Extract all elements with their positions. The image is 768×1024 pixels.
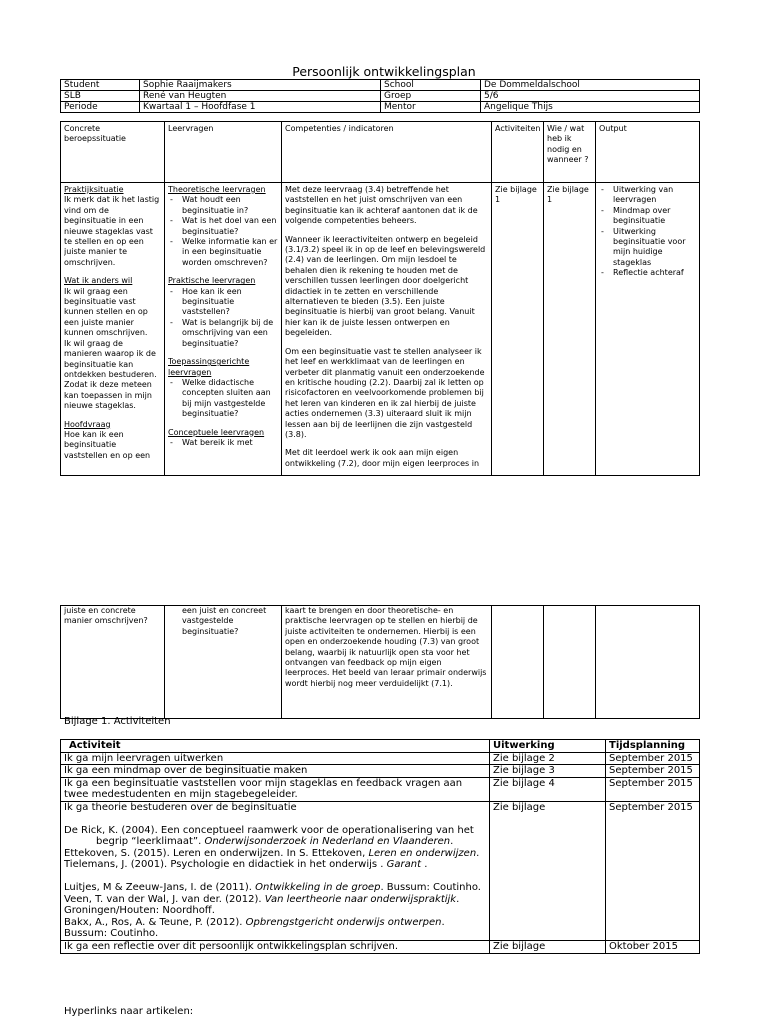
- info-value: Angelique Thijs: [481, 102, 700, 113]
- competenties-cell: [282, 183, 492, 476]
- conceptuele-heading: Conceptuele leervragen: [168, 427, 265, 437]
- tijdsplanning-cell: September 2015: [606, 765, 700, 778]
- competentie-paragraph: Met deze leervraag (3.4) betreffende het vaststellen en het juist omschrijven van een beginsituatie kan ik achteraf aantonen dat ik de volgende competenties beheers.: [285, 185, 478, 226]
- uitwerking-cell: Zie bijlage 4: [490, 777, 606, 801]
- header-activiteiten: Activiteiten: [492, 122, 544, 183]
- anders-heading: Wat ik anders wil: [64, 276, 133, 286]
- activiteiten-cell-cont: [492, 606, 544, 719]
- activities-table: [60, 739, 700, 954]
- list-item: - Mindmap over beginsituatie: [599, 206, 696, 227]
- header-competenties: Competenties / indicatoren: [282, 122, 492, 183]
- list-item: - Hoe kan ik een beginsituatie vaststellen?: [168, 287, 278, 318]
- table-row: [61, 801, 700, 940]
- table-row: [61, 777, 700, 801]
- list-item: - Welke informatie kan er in een beginsituatie worden omschreven?: [168, 237, 278, 268]
- leervragen-cell: [165, 183, 282, 476]
- hyperlinks-label: Hyperlinks naar artikelen:: [64, 1006, 194, 1017]
- conceptuele-cont: een juist en concreet vastgestelde beginsituatie?: [182, 606, 267, 636]
- list-item: - Wat bereik ik met: [168, 438, 278, 448]
- anders-text: Ik wil graag de manieren waarop ik de beginsituatie kan ontdekken bestuderen. Zodat ik deze meteen kan toepassen in mijn nieuwe stageklas.: [64, 338, 157, 411]
- info-label: SLB: [61, 91, 140, 102]
- leervragen-cell-cont: [165, 606, 282, 719]
- tijdsplanning-cell: Oktober 2015: [606, 940, 700, 953]
- praktijk-heading: Praktijksituatie: [64, 185, 124, 194]
- info-value: Sophie Raaijmakers: [140, 80, 381, 91]
- output-cell: [596, 183, 700, 476]
- bijlage-caption: Bijlage 1. Activiteiten: [64, 716, 171, 727]
- plan-continued-row: [61, 606, 700, 719]
- wie-wat-cell-cont: [544, 606, 596, 719]
- activity-cell: Ik ga een reflectie over dit persoonlijk ontwikkelingsplan schrijven.: [61, 940, 490, 953]
- competentie-paragraph: Om een beginsituatie vast te stellen analyseer ik het leef en werkklimaat van de leerlingen en verbeter dit planmatig vanuit een onderzoekende en kritische houding (2.2). Daarbij zal ik letten op risicofactoren en veelvoorkomende problemen bij het leren van kinderen en ik zal hierbij de juiste acties ondernemen (3.3) uiteraard sluit ik mijn lessen aan bij de leerlijnen die zijn vastgesteld (3.8).: [285, 346, 485, 439]
- info-row-student: [61, 80, 700, 91]
- uitwerking-cell: Zie bijlage: [490, 801, 606, 940]
- info-value: Kwartaal 1 – Hoofdfase 1: [140, 102, 381, 113]
- activities-header-row: [61, 740, 700, 753]
- reference-item: Ettekoven, S. (2015). Leren en onderwijzen. In S. Ettekoven, Leren en onderwijzen.: [64, 847, 480, 859]
- wie-wat-cell: Zie bijlage 1: [544, 183, 596, 476]
- header-concrete: Concrete beroepssituatie: [61, 122, 165, 183]
- competentie-paragraph: Met dit leerdoel werk ik ook aan mijn eigen ontwikkeling (7.2), door mijn eigen leerproces in: [285, 448, 480, 468]
- info-value: De Dommeldalschool: [481, 80, 700, 91]
- output-list: [599, 185, 696, 279]
- table-row: [61, 940, 700, 953]
- conceptuele-list: [168, 438, 278, 448]
- list-item: - Wat is belangrijk bij de omschrijving van een beginsituatie?: [168, 318, 278, 349]
- list-item: - Wat houdt een beginsituatie in?: [168, 195, 278, 216]
- uitwerking-cell: Zie bijlage: [490, 940, 606, 953]
- plan-body-row: [61, 183, 700, 476]
- activity-cell: Ik ga een mindmap over de beginsituatie maken: [61, 765, 490, 778]
- document-title: Persoonlijk ontwikkelingsplan: [292, 64, 476, 79]
- reference-item: Bakx, A., Ros, A. & Teune, P. (2012). Opbrengstgericht onderwijs ontwerpen. Bussum: Coutinho.: [64, 916, 445, 940]
- plan-table: [60, 121, 700, 476]
- table-row: [61, 752, 700, 765]
- plan-header-row: [61, 122, 700, 183]
- info-row-periode: [61, 102, 700, 113]
- theoretische-heading: Theoretische leervragen: [168, 185, 266, 194]
- concrete-cell-cont: juiste en concrete manier omschrijven?: [61, 606, 165, 719]
- info-table: [60, 79, 700, 113]
- header-leervragen: Leervragen: [165, 122, 282, 183]
- anders-text: Ik wil graag een beginsituatie vast kunnen stellen en op een juiste manier kunnen omschrijven.: [64, 286, 148, 338]
- tijdsplanning-cell: September 2015: [606, 801, 700, 940]
- info-label: Groep: [381, 91, 481, 102]
- info-label: Mentor: [381, 102, 481, 113]
- uitwerking-cell: Zie bijlage 3: [490, 765, 606, 778]
- toepassing-list: [168, 378, 278, 420]
- tijdsplanning-cell: September 2015: [606, 752, 700, 765]
- hoofdvraag-heading: Hoofdvraag: [64, 419, 111, 429]
- praktische-list: [168, 287, 278, 349]
- activiteiten-cell: Zie bijlage 1: [492, 183, 544, 476]
- competenties-cell-cont: kaart te brengen en door theoretische- en praktische leervragen op te stellen en hierbij de juiste activiteiten te ondernemen. Hierbij is een open en onderzoekende houding (7.3) van groot belang, waarbij ik natuurlijk open sta voor het ontvangen van feedback op mijn eigen leerproces. Het beeld van leraar primair onderwijs wordt hierbij nog meer verduidelijkt (7.1).: [282, 606, 492, 719]
- header-output: Output: [596, 122, 700, 183]
- info-label: Student: [61, 80, 140, 91]
- info-value: 5/6: [481, 91, 700, 102]
- reference-item: De Rick, K. (2004). Een conceptueel raamwerk voor de operationalisering van het begrip “leerklimaat”. Onderwijsonderzoek in Nederland en Vlaanderen.: [64, 824, 474, 848]
- list-item: - Wat is het doel van een beginsituatie?: [168, 216, 278, 237]
- praktijk-text: Ik merk dat ik het lastig vind om de beginsituatie in een nieuwe stageklas vast te stellen en op een juiste manier te omschrijven.: [64, 195, 160, 267]
- header-wie-wat: Wie / wat heb ik nodig en wanneer ?: [544, 122, 596, 183]
- header-uitwerking: Uitwerking: [490, 740, 606, 753]
- output-cell-cont: [596, 606, 700, 719]
- info-value: René van Heugten: [140, 91, 381, 102]
- header-tijdsplanning: Tijdsplanning: [606, 740, 700, 753]
- tijdsplanning-cell: September 2015: [606, 777, 700, 801]
- hoofdvraag-text: Hoe kan ik een beginsituatie vaststellen en op een: [64, 429, 151, 460]
- info-label: School: [381, 80, 481, 91]
- reference-item: Luitjes, M & Zeeuw-Jans, I. de (2011). Ontwikkeling in de groep. Bussum: Coutinho.: [64, 881, 481, 893]
- toepassing-heading: Toepassingsgerichte leervragen: [168, 357, 250, 377]
- activity-text: Ik ga theorie bestuderen over de beginsituatie: [64, 801, 297, 813]
- table-row: [61, 765, 700, 778]
- uitwerking-cell: Zie bijlage 2: [490, 752, 606, 765]
- praktische-heading: Praktische leervragen: [168, 276, 256, 286]
- competentie-paragraph: Wanneer ik leeractiviteiten ontwerp en begeleid (3.1/3.2) speel ik in op de leef en belevingswereld (2.4) van de leerlingen. Om mijn lesdoel te behalen dien ik rekening te houden met de verschillen tussen leerlingen door doelgericht didactiek in te zetten en verschillende alternatieven te bieden (3.5). Een juiste beginsituatie is hierbij van groot belang. Vanuit hier kan ik de juiste lessen ontwerpen en begeleiden.: [285, 234, 486, 338]
- list-item: - Welke didactische concepten sluiten aan bij mijn vastgestelde beginsituatie?: [168, 378, 278, 420]
- theoretische-list: [168, 195, 278, 268]
- info-row-slb: [61, 91, 700, 102]
- info-label: Periode: [61, 102, 140, 113]
- activity-cell: Ik ga een beginsituatie vaststellen voor mijn stageklas en feedback vragen aan twee medestudenten en mijn stagebegeleider.: [61, 777, 490, 801]
- plan-table-continued: [60, 605, 700, 719]
- header-activiteit: Activiteit: [61, 740, 490, 753]
- activity-cell: [61, 801, 490, 940]
- concrete-cell: [61, 183, 165, 476]
- reference-item: Tielemans, J. (2001). Psychologie en didactiek in het onderwijs . Garant .: [64, 859, 428, 871]
- list-item: - Reflectie achteraf: [599, 268, 696, 278]
- reference-item: Veen, T. van der Wal, J. van der. (2012). Van leertheorie naar onderwijspraktijk. Groningen/Houten: Noordhoff.: [64, 893, 460, 917]
- list-item: - Uitwerking van leervragen: [599, 185, 696, 206]
- list-item: - Uitwerking beginsituatie voor mijn huidige stageklas: [599, 227, 696, 269]
- activity-cell: Ik ga mijn leervragen uitwerken: [61, 752, 490, 765]
